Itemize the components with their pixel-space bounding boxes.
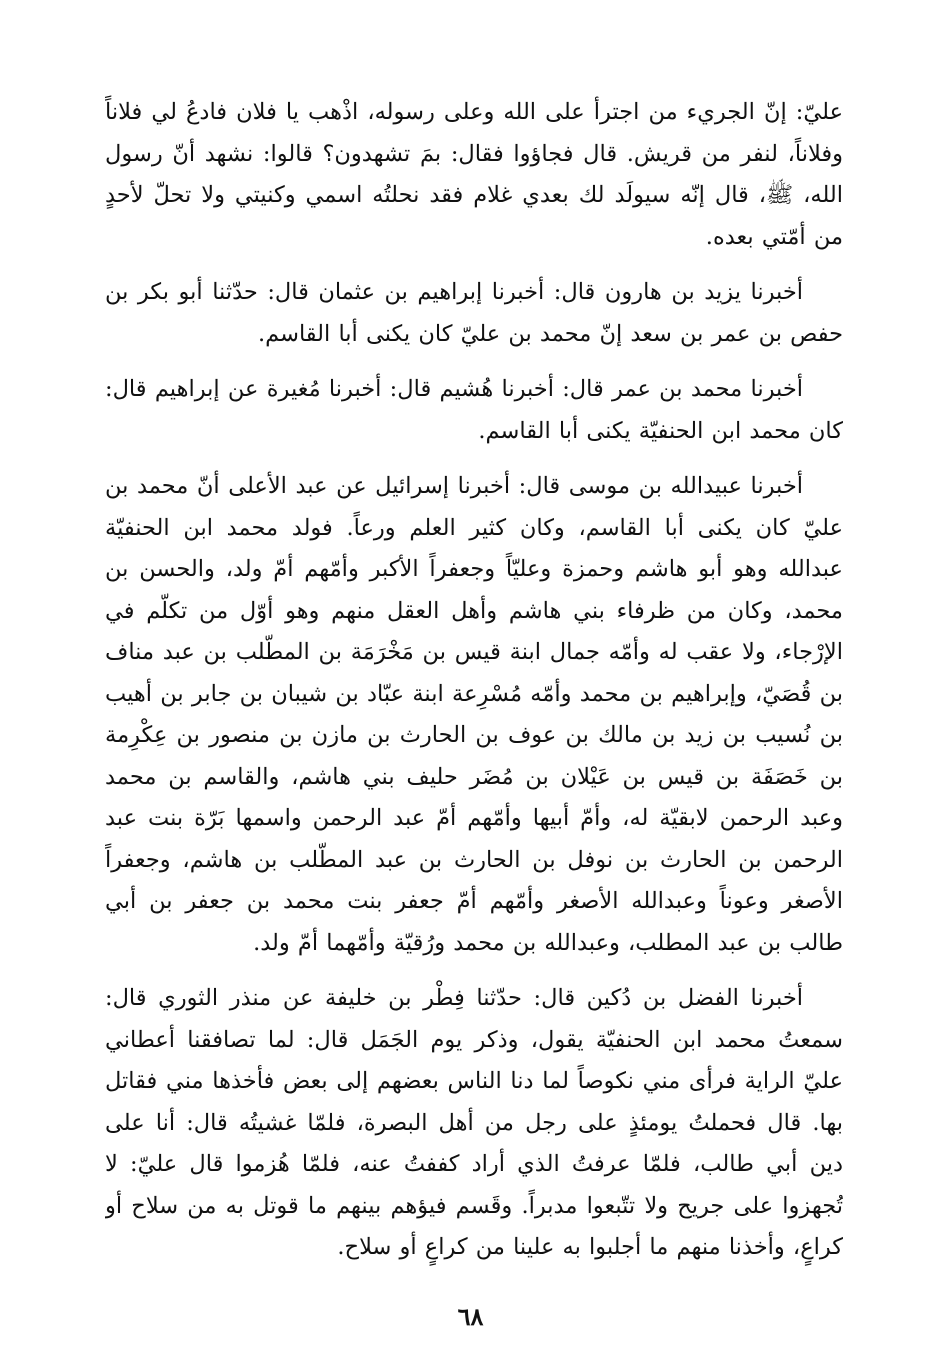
paragraph-2: أخبرنا يزيد بن هارون قال: أخبرنا إبراهيم بن عثمان قال: حدّثنا أبو بكر بن حفص بن عمر بن سعد إنّ محمد بن عليّ كان يكنى أبا القاسم. xyxy=(105,279,843,347)
paragraph-4: أخبرنا عبيدالله بن موسى قال: أخبرنا إسرائيل عن عبد الأعلى أنّ محمد بن عليّ كان يكنى أبا القاسم، وكان كثير العلم ورعاً. فولد محمد ابن الحنفيّة عبدالله وهو أبو هاشم وحمزة وعليّاً وجعفراً الأكبر وأمّهم أمّ ولد، والحسن بن محمد، وكان من ظرفاء بني هاشم وأهل العقل منهم وهو أوّل من تكلّم في الإرْجاء، ولا عقب له وأمّه جمال ابنة قيس بن مَخْرَمَة بن المطّلب بن عبد مناف بن قُصَيّ، وإبراهيم بن محمد وأمّه مُسْرِعة ابنة عبّاد بن شيبان بن جابر بن أهيب بن نُسيب بن زيد بن مالك بن عوف بن الحارث بن مازن بن منصور بن عِكْرِمة بن خَصَفَة بن قيس بن عَيْلان بن مُضَر حليف بني هاشم، والقاسم بن محمد وعبد الرحمن لابقيّة له، وأمّ أبيها وأمّهم أمّ عبد الرحمن واسمها بَرّة بنت عبد الرحمن بن الحارث بن نوفل بن الحارث بن عبد المطّلب بن هاشم، وجعفراً الأصغر وعوناً وعبدالله الأصغر وأمّهم أمّ جعفر بنت محمد بن جعفر بن أبي طالب بن عبد المطلب، وعبدالله بن محمد ورُقيّة وأمّهما أمّ ولد. xyxy=(105,473,843,956)
paragraph-3: أخبرنا محمد بن عمر قال: أخبرنا هُشيم قال: أخبرنا مُغيرة عن إبراهيم قال: كان محمد ابن الحنفيّة يكنى أبا القاسم. xyxy=(105,376,843,444)
paragraph-1: عليّ: إنّ الجريء من اجترأ على الله وعلى رسوله، اذْهب يا فلان فادعُ لي فلاناً وفلاناً، لنفر من قريش. قال فجاؤوا فقال: بمَ تشهدون؟ قالوا: نشهد أنّ رسول الله، ﷺ، قال إنّه سيولَد لك بعدي غلام فقد نحلتُه اسمي وكنيتي ولا تحلّ لأحدٍ من أمّتي بعده. xyxy=(105,99,843,250)
paragraph-5: أخبرنا الفضل بن دُكين قال: حدّثنا فِطْر بن خليفة عن منذر الثوري قال: سمعتُ محمد ابن الحنفيّة يقول، وذكر يوم الجَمَل قال: لما تصافقنا أعطاني عليّ الراية فرأى مني نكوصاً لما دنا الناس بعضهم إلى بعض فأخذها مني فقاتل بها. قال فحملتُ يومئذٍ على رجل من أهل البصرة، فلمّا غشيتُه قال: أنا على دين أبي طالب، فلمّا عرفتُ الذي أراد كففتُ عنه، فلمّا هُزموا قال عليّ: لا تُجهزوا على جريح ولا تتّبعوا مدبراً. وقَسم فيؤهم بينهم ما قوتل به من سلاح أو كراعٍ، وأخذنا منهم ما أجلبوا به علينا من كراعٍ أو سلاح. xyxy=(105,985,843,1260)
page-number: ٦٨ xyxy=(457,1302,484,1331)
page-body xyxy=(105,92,843,1302)
